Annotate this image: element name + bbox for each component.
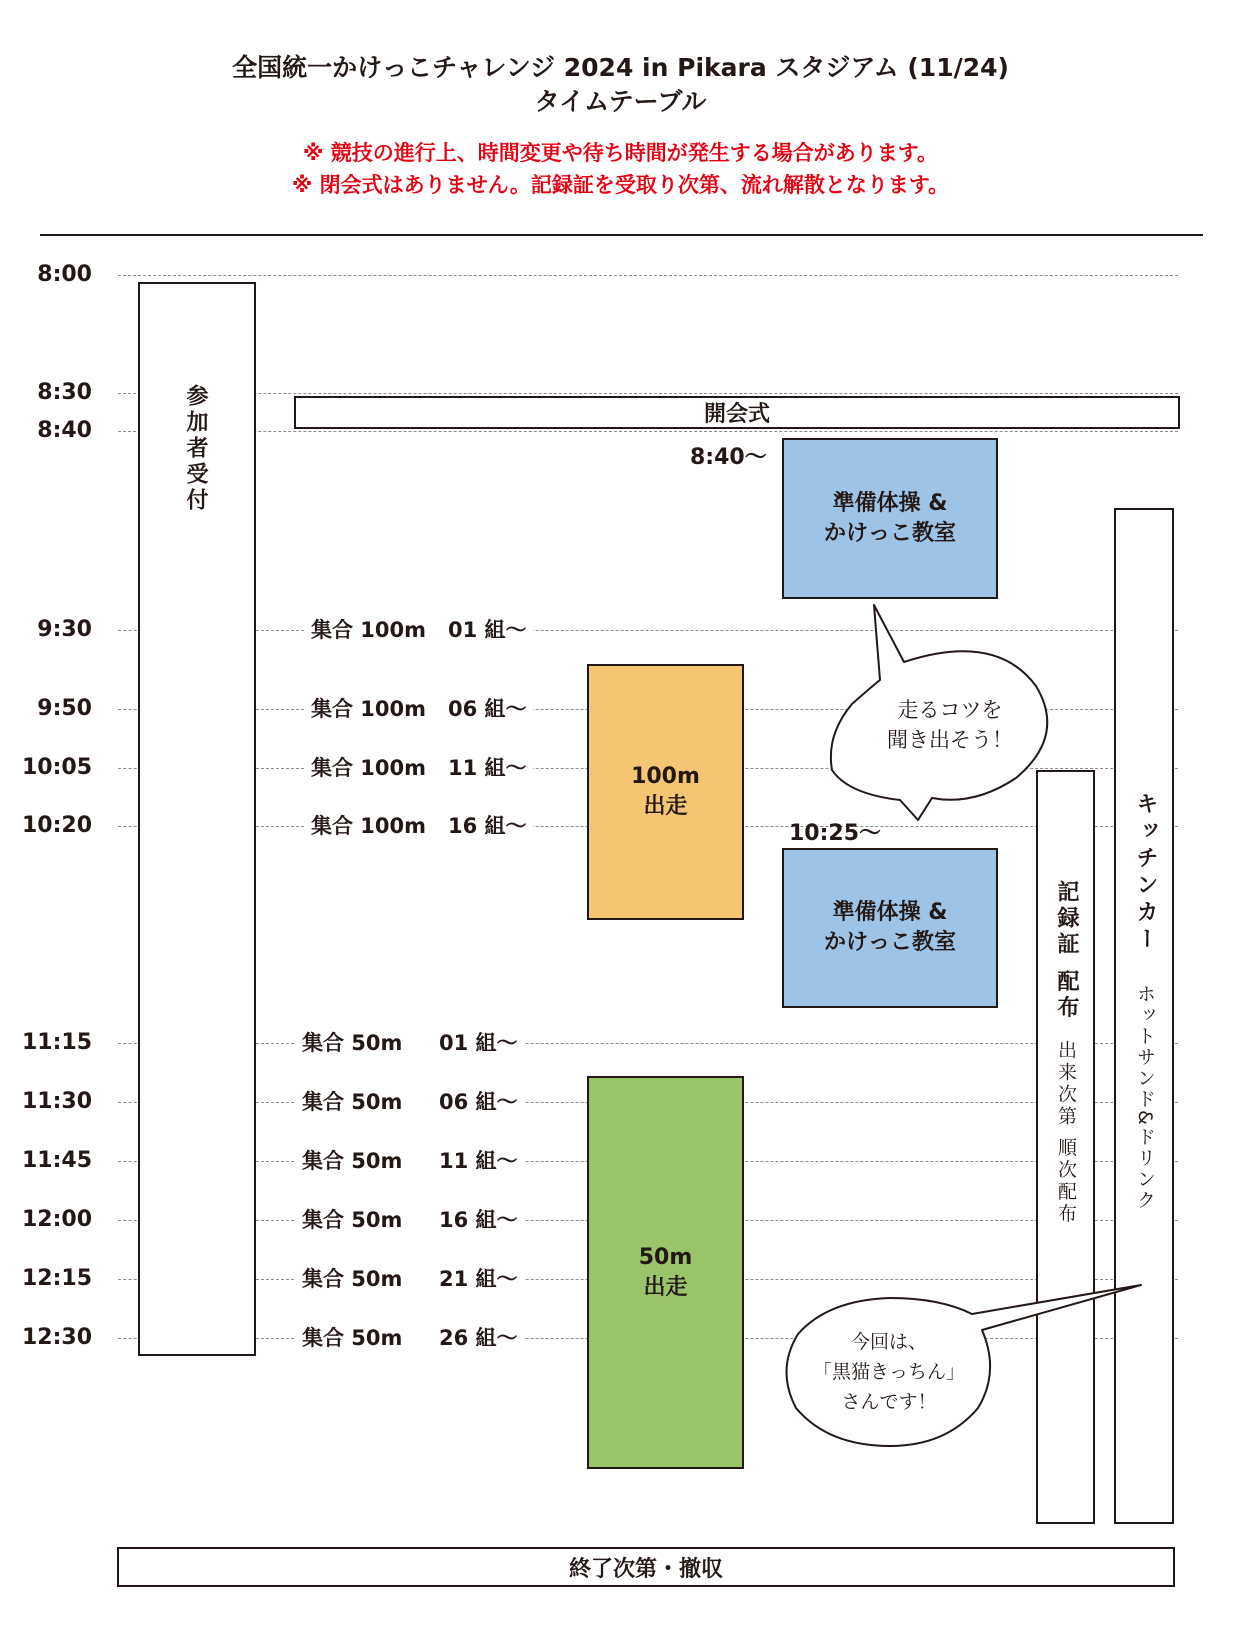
time-label: 11:15	[21, 1030, 92, 1055]
closing-label: 終了次第・撤収	[568, 1556, 723, 1582]
opening-ceremony-label: 開会式	[703, 402, 770, 427]
time-label: 12:00	[21, 1207, 92, 1232]
kitchen-car-subtitle: ホットサンド&ドリンク	[1134, 984, 1156, 1211]
closing-block	[117, 1547, 1175, 1587]
gathering-50m-01: 集合 50m 01 組〜	[296, 1030, 524, 1056]
time-label: 11:30	[21, 1089, 92, 1114]
speech-bubble-today-text: 今回は、 「黒猫きっちん」 さんです！	[812, 1331, 965, 1413]
time-label: 10:05	[21, 755, 92, 780]
reception-label: 参加者受付	[183, 384, 208, 514]
run-100m-label: 100m 出走	[631, 764, 700, 819]
gathering-100m-11: 集合 100m 11 組〜	[305, 755, 533, 781]
time-label: 8:40	[37, 418, 92, 443]
run-50m-label: 50m 出走	[638, 1244, 693, 1300]
gathering-50m-21: 集合 50m 21 組〜	[296, 1266, 524, 1292]
gathering-100m-06: 集合 100m 06 組〜	[305, 696, 533, 722]
time-label: 10:20	[21, 813, 92, 838]
gathering-50m-11: 集合 50m 11 組〜	[296, 1148, 524, 1174]
notice-line-2: ※ 閉会式はありません。記録証を受取り次第、流れ解散となります。	[291, 173, 950, 197]
gathering-100m-01: 集合 100m 01 組〜	[305, 617, 533, 643]
kitchen-car-title: キッチンカー	[1133, 792, 1158, 954]
time-label: 12:30	[21, 1325, 92, 1350]
notice-line-1: ※ 競技の進行上、時間変更や待ち時間が発生する場合があります。	[302, 141, 939, 165]
warmup-2-label: 準備体操 & かけっこ教室	[823, 900, 956, 955]
time-label: 8:00	[37, 262, 92, 287]
time-label: 9:50	[37, 696, 92, 721]
time-label: 8:30	[37, 380, 92, 405]
gathering-100m-16: 集合 100m 16 組〜	[305, 813, 533, 839]
warmup-1-label: 準備体操 & かけっこ教室	[823, 490, 956, 546]
time-label: 9:30	[37, 617, 92, 642]
certificate-title: 記録証 配布	[1054, 880, 1079, 1022]
speech-bubble-tip-text: 走るコツを 聞き出そう！	[887, 698, 1013, 752]
gathering-50m-06: 集合 50m 06 組〜	[296, 1089, 524, 1115]
gathering-50m-16: 集合 50m 16 組〜	[296, 1207, 524, 1233]
time-label: 11:45	[21, 1148, 92, 1173]
warmup-2-start-time: 10:25〜	[789, 821, 882, 846]
warmup-1-start-time: 8:40〜	[690, 445, 767, 470]
gathering-50m-26: 集合 50m 26 組〜	[296, 1325, 524, 1351]
time-label: 12:15	[21, 1266, 92, 1291]
page-title: 全国統一かけっこチャレンジ 2024 in Pikara スタジアム (11/24)	[232, 53, 1009, 82]
page-subtitle: タイムテーブル	[534, 87, 707, 116]
certificate-subtitle: 出来次第 順次配布	[1055, 1039, 1077, 1225]
